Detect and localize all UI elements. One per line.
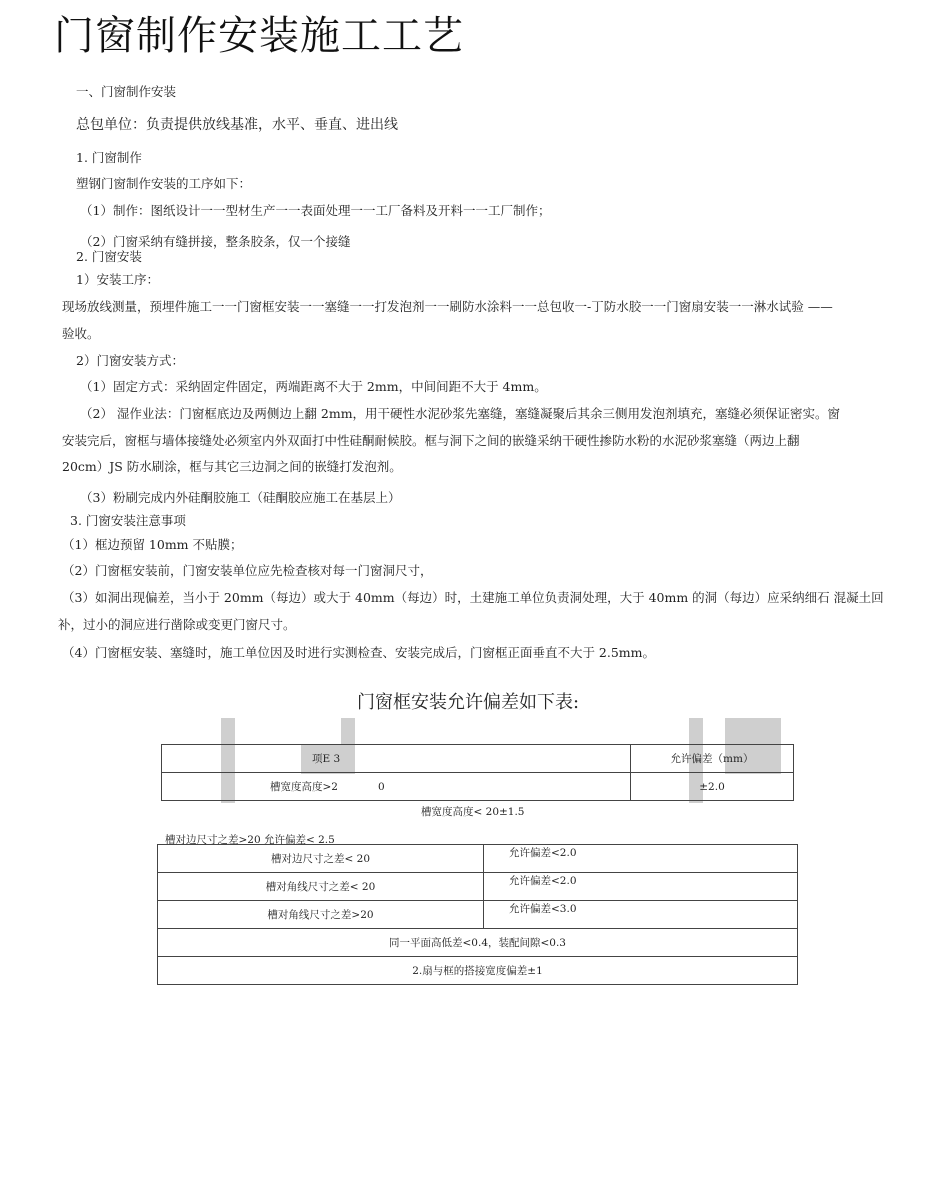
item-cell xyxy=(158,901,484,929)
table-row xyxy=(158,901,798,929)
tolerance-table-1 xyxy=(161,744,794,801)
step-1: （1）制作：图纸设计一一型材生产一一表面处理一一工厂备料及开料一一工厂制作； xyxy=(80,203,551,218)
between-text-1: 槽宽度高度< 20±1.5 xyxy=(421,806,525,818)
item-label: 槽对角线尺寸之差>20 xyxy=(267,909,374,921)
sub-heading-1: 1）安装工序： xyxy=(76,272,159,287)
tolerance-table-2 xyxy=(157,844,798,985)
table-row xyxy=(158,929,798,957)
note-3-line-2: 补，过小的洞应进行凿除或变更门窗尺寸。 xyxy=(58,617,296,632)
install-process-line-2: 验收。 xyxy=(62,326,100,341)
wet-method-line-1: （2） 湿作业法：门窗框底边及两侧边上翻 2mm，用干硬性水泥砂浆先塞缝，塞缝凝聚后其余三侧用发泡剂填充，塞缝必须保证密实。窗 xyxy=(80,406,841,421)
table-row xyxy=(158,845,798,873)
note-1: （1）框边预留 10mm 不贴膜； xyxy=(62,537,243,552)
row-tolerance-value: ±2.0 xyxy=(699,780,725,793)
item-heading-3: 3. 门窗安装注意事项 xyxy=(70,513,186,528)
table-row xyxy=(162,745,794,773)
note-2: （2）门窗框安装前，门窗安装单位应先检查核对每一门窗洞尺寸， xyxy=(62,563,433,578)
row-item-extra: 0 xyxy=(377,781,385,793)
table-row xyxy=(162,773,794,801)
full-width-cell xyxy=(158,957,798,985)
table-row xyxy=(158,873,798,901)
header-tolerance-label: 允许偏差（mm） xyxy=(670,753,754,765)
header-tolerance-cell xyxy=(631,745,794,773)
table-title: 门窗框安装允许偏差如下表: xyxy=(357,692,580,713)
tolerance-cell xyxy=(484,845,798,873)
row-item-label: 槽宽度高度>2 xyxy=(270,781,338,793)
between-text-2: 槽对边尺寸之差>20 允许偏差< 2.5 xyxy=(165,834,335,846)
wet-method-line-3: 20cm）JS 防水刷涂，框与其它三边洞之间的嵌缝打发泡剂。 xyxy=(62,459,402,474)
process-intro: 塑钢门窗制作安装的工序如下： xyxy=(76,176,252,191)
header-item-cell xyxy=(162,745,631,773)
full-row-label: 同一平面高低差<0.4，装配间隙<0.3 xyxy=(389,937,566,949)
fix-method: （1）固定方式：采纳固定件固定，两端距离不大于 2mm，中间间距不大于 4mm。 xyxy=(80,379,547,394)
page-title: 门窗制作安装施工工艺 xyxy=(54,13,464,59)
table-row xyxy=(158,957,798,985)
row-tolerance-cell xyxy=(631,773,794,801)
header-item-label: 项E 3 xyxy=(312,753,341,765)
paint-step: （3）粉刷完成内外硅酮胶施工（硅酮胶应施工在基层上） xyxy=(80,490,401,505)
install-process-line-1: 现场放线测量，预埋件施工一一门窗框安装一一塞缝一一打发泡剂一一刷防水涂料一一总包收一-丁防水胶一一门窗扇安装一一淋水试验 —— xyxy=(62,299,833,314)
item-label: 槽对边尺寸之差< 20 xyxy=(271,853,370,865)
item-heading-1: 1. 门窗制作 xyxy=(76,150,142,165)
full-width-cell xyxy=(158,929,798,957)
tolerance-value: 允许偏差<3.0 xyxy=(509,903,577,915)
note-4: （4）门窗框安装、塞缝时，施工单位因及时进行实测检查、安装完成后，门窗框正面垂直不大于 2.5mm。 xyxy=(62,645,656,660)
general-contractor-text: 总包单位：负责提供放线基准，水平、垂直、进出线 xyxy=(76,117,398,133)
item-heading-2: 2. 门窗安装 xyxy=(76,249,142,264)
item-label: 槽对角线尺寸之差< 20 xyxy=(265,881,376,893)
full-row-label: 2.扇与框的搭接宽度偏差±1 xyxy=(412,965,543,977)
item-cell xyxy=(158,873,484,901)
sub-heading-2: 2）门窗安装方式： xyxy=(76,353,184,368)
item-cell xyxy=(158,845,484,873)
tolerance-cell xyxy=(484,901,798,929)
tolerance-value: 允许偏差<2.0 xyxy=(509,847,577,859)
section-heading: 一、门窗制作安装 xyxy=(76,84,177,99)
note-3-line-1: （3）如洞出现偏差，当小于 20mm（每边）或大于 40mm（每边）时，土建施工单位负责洞处理，大于 40mm 的洞（每边）应采纳细石 混凝土回 xyxy=(62,590,884,605)
row-item-cell xyxy=(162,773,631,801)
step-2: （2）门窗采纳有缝拼接，整条胶条，仅一个接缝 xyxy=(80,234,351,249)
tolerance-value: 允许偏差<2.0 xyxy=(509,875,577,887)
tolerance-cell xyxy=(484,873,798,901)
wet-method-line-2: 安装完后，窗框与墙体接缝处必须室内外双面打中性硅酮耐候胶。框与洞下之间的嵌缝采纳干硬性掺防水粉的水泥砂浆塞缝（两边上翻 xyxy=(62,433,800,448)
